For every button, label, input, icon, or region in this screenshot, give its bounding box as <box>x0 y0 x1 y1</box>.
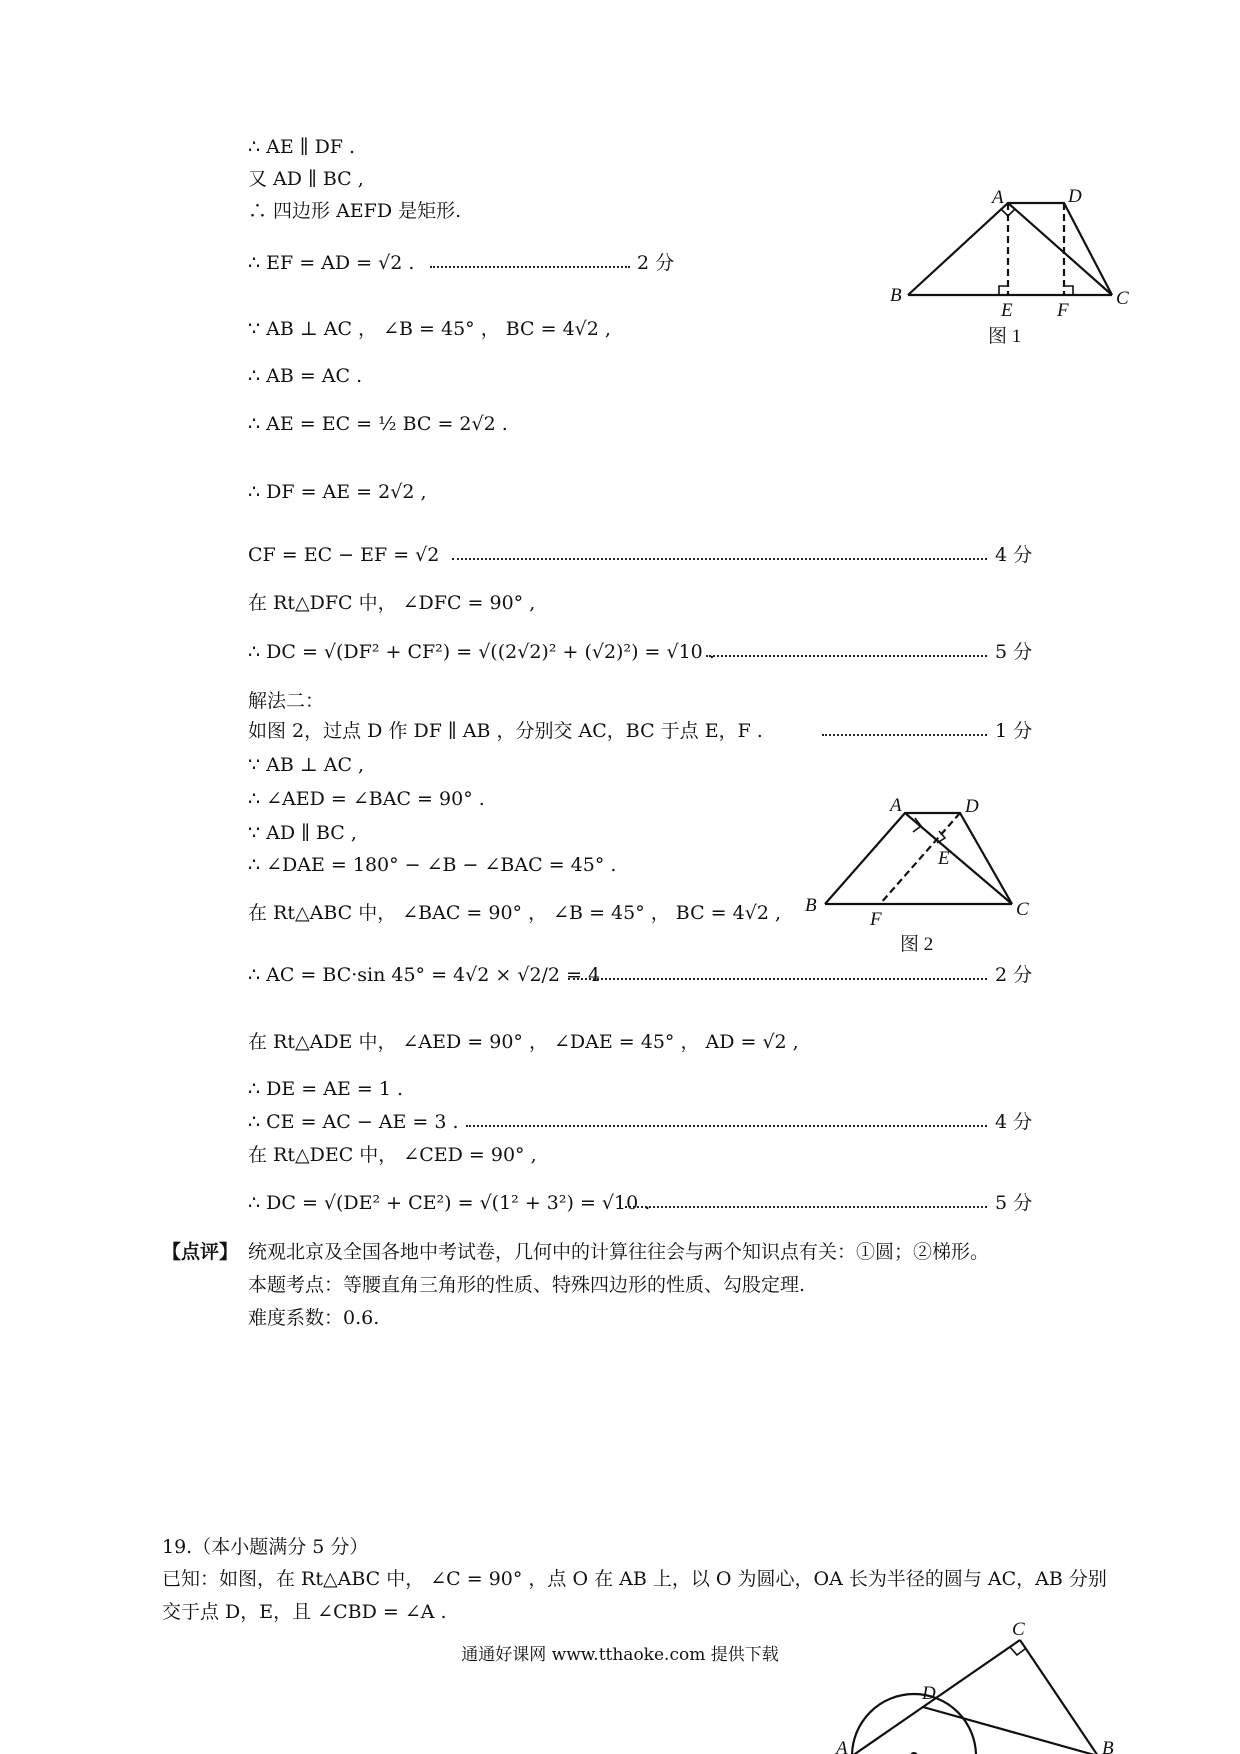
solution1-line-11: ∴ DC = √(DF² + CF²) = √((2√2)² + (√2)²) = √10 . <box>248 641 715 663</box>
circle-o <box>852 1694 976 1754</box>
score-mark: 5 分 <box>995 1192 1033 1214</box>
label-e: E <box>938 848 950 869</box>
question-19-header: 19.（本小题满分 5 分） <box>162 1536 369 1558</box>
score-mark: 2 分 <box>995 964 1033 986</box>
score-mark: 1 分 <box>995 720 1033 742</box>
solution2-line-5: ∴ ∠DAE = 180° − ∠B − ∠BAC = 45° . <box>248 854 617 876</box>
solution1-line-4: ∴ EF = AD = √2 . <box>248 252 415 274</box>
review-line-1: 统观北京及全国各地中考试卷，几何中的计算往往会与两个知识点有关：①圆；②梯形。 <box>248 1241 990 1263</box>
score-mark: 5 分 <box>995 641 1033 663</box>
right-angle-mark-e <box>999 286 1008 295</box>
solution1-line-7: ∴ AE = EC = ½ BC = 2√2 . <box>248 413 508 435</box>
label-c: C <box>1012 1619 1025 1640</box>
solution1-line-6: ∴ AB = AC . <box>248 365 363 387</box>
solution2-line-10: ∴ CE = AC − AE = 3 . <box>248 1111 459 1133</box>
solution1-line-8: ∴ DF = AE = 2√2 , <box>248 481 427 503</box>
right-angle-mark-c <box>1010 1647 1025 1655</box>
leader-dots <box>625 1206 987 1208</box>
figure-1-caption: 图 1 <box>988 326 1022 347</box>
right-angle-mark-a <box>1001 209 1015 216</box>
label-b: B <box>805 895 817 916</box>
solution2-line-9: ∴ DE = AE = 1 . <box>248 1078 403 1100</box>
solution2-line-8: 在 Rt△ADE 中， ∠AED = 90° ， ∠DAE = 45° ， AD = √2 , <box>248 1031 799 1053</box>
figure-1 <box>880 180 1140 360</box>
label-a: A <box>836 1738 848 1754</box>
figure-2 <box>790 780 1050 960</box>
figure-3 <box>830 1610 1130 1754</box>
leader-dots <box>452 558 987 560</box>
score-mark: 4 分 <box>995 1111 1033 1133</box>
solution2-line-4: ∵ AD ∥ BC , <box>248 822 357 844</box>
solution1-line-1: ∴ AE ∥ DF . <box>248 136 356 158</box>
label-d: D <box>965 796 979 817</box>
leader-dots <box>822 734 987 736</box>
solution1-line-3: ∴ 四边形 AEFD 是矩形. <box>248 200 462 222</box>
trapezoid-outline <box>908 203 1112 295</box>
leader-dots <box>706 655 987 657</box>
solution2-line-2: ∵ AB ⊥ AC , <box>248 754 365 776</box>
label-f: F <box>870 909 882 930</box>
label-b: B <box>1102 1738 1114 1754</box>
solution2-line-6: 在 Rt△ABC 中， ∠BAC = 90° ， ∠B = 45° ， BC = 4√2 , <box>248 902 781 924</box>
label-e: E <box>1001 300 1013 321</box>
solution2-line-1: 如图 2，过点 D 作 DF ∥ AB ，分别交 AC，BC 于点 E，F . <box>248 720 763 742</box>
review-line-3: 难度系数：0.6. <box>248 1307 380 1329</box>
diagonal-ac <box>1008 203 1112 295</box>
page-footer: 通通好课网 www.tthaoke.com 提供下载 <box>461 1645 779 1665</box>
leader-dots <box>466 1125 987 1127</box>
solution2-line-3: ∴ ∠AED = ∠BAC = 90° . <box>248 788 485 810</box>
label-b: B <box>890 285 902 306</box>
solution1-line-10: 在 Rt△DFC 中， ∠DFC = 90° , <box>248 592 536 614</box>
trapezoid-outline <box>825 813 1012 904</box>
label-c: C <box>1016 899 1029 920</box>
label-a: A <box>890 795 902 816</box>
label-d: D <box>922 1683 936 1704</box>
segment-db <box>923 1707 1098 1754</box>
label-c: C <box>1116 288 1129 309</box>
solution2-line-11: 在 Rt△DEC 中， ∠CED = 90° , <box>248 1144 537 1166</box>
review-tag: 【点评】 <box>162 1241 239 1263</box>
question-19-line-2: 交于点 D，E，且 ∠CBD = ∠A . <box>162 1601 447 1623</box>
solution1-line-9: CF = EC − EF = √2 <box>248 544 440 566</box>
score-mark: 4 分 <box>995 544 1033 566</box>
solution2-title: 解法二： <box>248 690 325 712</box>
review-line-2: 本题考点：等腰直角三角形的性质、特殊四边形的性质、勾股定理. <box>248 1274 806 1296</box>
label-d: D <box>1068 186 1082 207</box>
right-angle-mark-f <box>1064 286 1073 295</box>
solution1-line-5: ∵ AB ⊥ AC ， ∠B = 45° ， BC = 4√2 , <box>248 318 611 340</box>
leader-dots <box>430 266 630 268</box>
score-mark: 2 分 <box>637 252 675 274</box>
figure-2-caption: 图 2 <box>900 934 934 955</box>
solution2-line-12: ∴ DC = √(DE² + CE²) = √(1² + 3²) = √10 . <box>248 1192 651 1214</box>
solution1-line-2: 又 AD ∥ BC , <box>248 168 364 190</box>
question-19-line-1: 已知：如图，在 Rt△ABC 中， ∠C = 90° ，点 O 在 AB 上，以 O 为圆心，OA 长为半径的圆与 AC，AB 分别 <box>162 1568 1107 1590</box>
leader-dots <box>568 978 987 980</box>
label-a: A <box>992 187 1004 208</box>
solution2-line-7: ∴ AC = BC·sin 45° = 4√2 × √2/2 = 4 <box>248 964 601 986</box>
label-f: F <box>1057 300 1069 321</box>
